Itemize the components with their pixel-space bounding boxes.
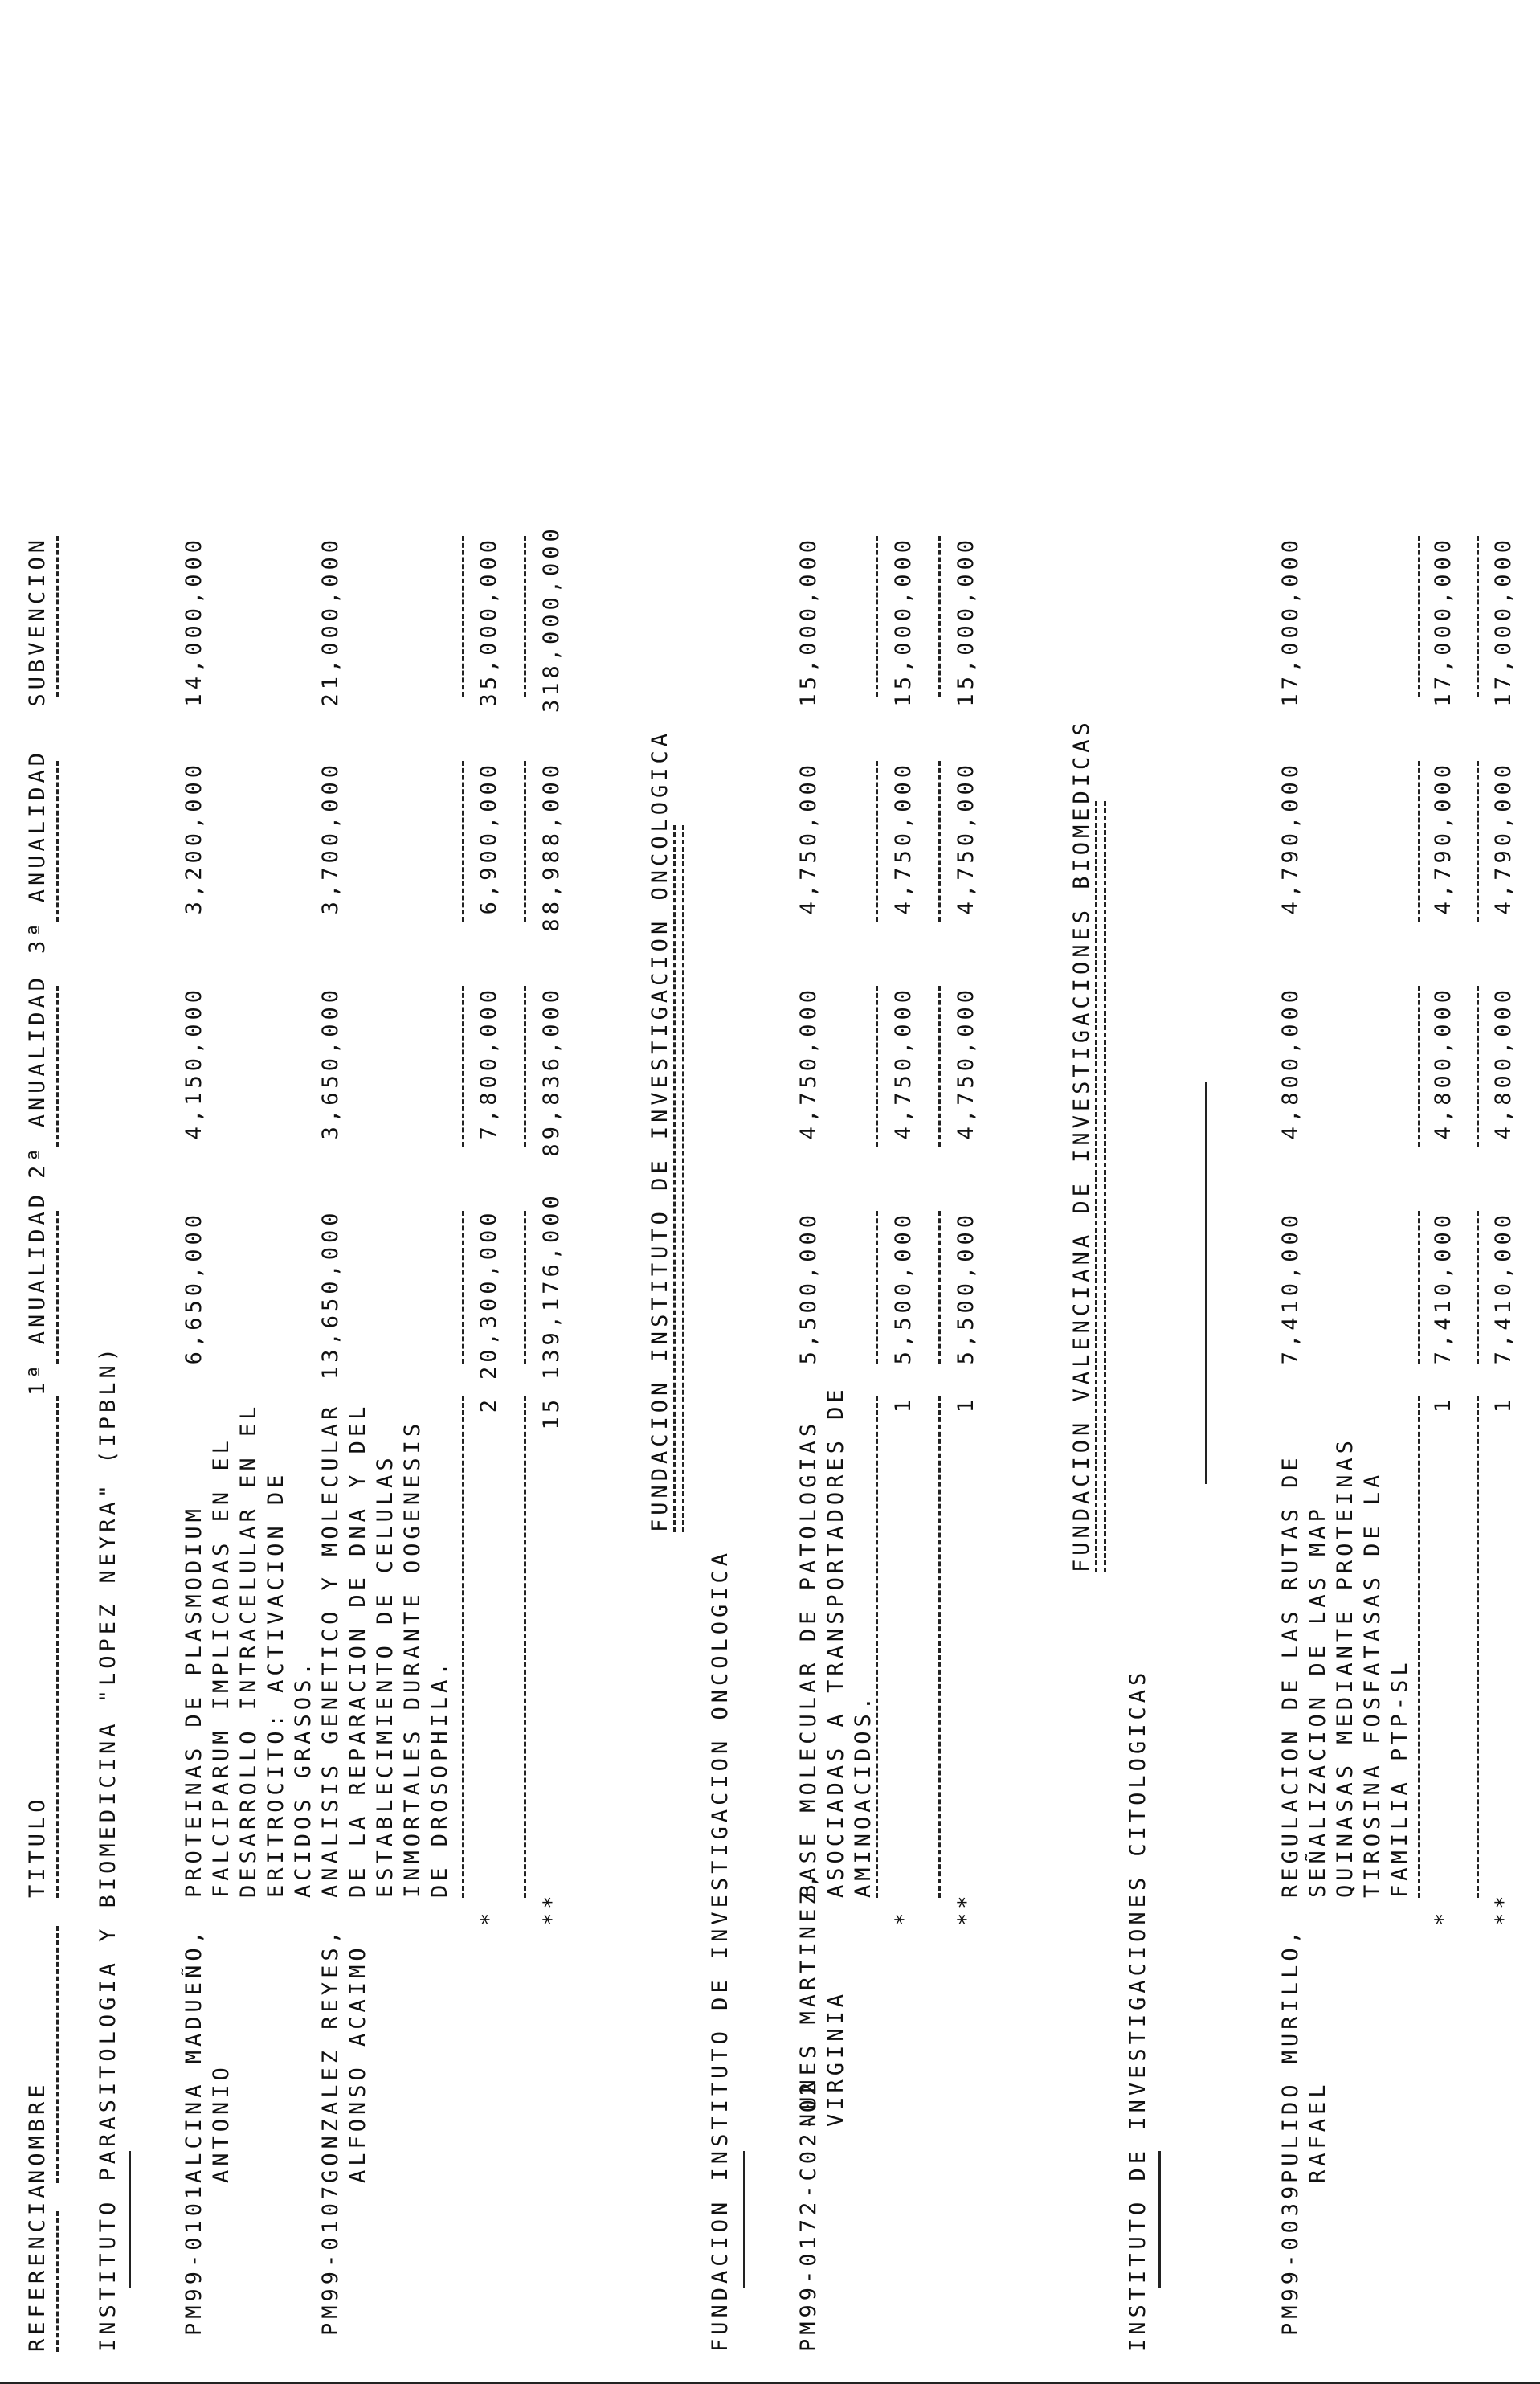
total-rule [876, 1396, 878, 1898]
institution-banner: FUNDACION INSTITUTO DE INVESTIGACION ONCOLOGICA [647, 729, 672, 1532]
row-anualidad-1: 5,500,000 [796, 1211, 821, 1365]
total-rule [1418, 761, 1420, 922]
grand-total-rule [524, 1211, 526, 1364]
total-anualidad-3: 4,790,000 [1431, 761, 1456, 915]
row-subvencion: 15,000,000 [796, 536, 821, 707]
header-anualidad-2: 2ª ANUALIDAD [25, 973, 50, 1179]
header-anualidad-3: 3ª ANUALIDAD [25, 748, 50, 954]
row-nombre: NUNES MARTINEZ, VIRGINIA [796, 1871, 848, 2127]
grand-total-anualidad-2: 4,800,000 [1491, 986, 1516, 1140]
section-title: FUNDACION INSTITUTO DE INVESTIGACION ONCOLOGICA [708, 1548, 733, 2352]
total-rule [462, 761, 464, 922]
row-anualidad-2: 4,800,000 [1278, 986, 1303, 1140]
header-titulo: TITULO [25, 1795, 50, 1898]
row-anualidad-1: 6,650,000 [182, 1211, 206, 1365]
grand-total-subvencion: 15,000,000 [954, 536, 978, 707]
total-rule [462, 536, 464, 697]
grand-total-count: 15 [539, 1396, 564, 1430]
total-anualidad-3: 4,750,000 [891, 761, 916, 915]
total-rule [1418, 986, 1420, 1147]
row-anualidad-3: 4,790,000 [1278, 761, 1303, 915]
total-marker: * [891, 1908, 916, 1926]
row-anualidad-3: 4,750,000 [796, 761, 821, 915]
total-anualidad-2: 7,800,000 [476, 986, 501, 1140]
grand-total-rule [938, 1396, 941, 1898]
total-rule [462, 986, 464, 1147]
header-underline-anualidad-2 [56, 986, 59, 1147]
grand-total-anualidad-3: 4,750,000 [954, 761, 978, 915]
total-rule [876, 986, 878, 1147]
header-nombre: NOMBRE [25, 2080, 50, 2183]
total-anualidad-3: 6,900,000 [476, 761, 501, 915]
grand-total-anualidad-1: 139,176,000 [539, 1192, 564, 1380]
grand-total-anualidad-2: 4,750,000 [954, 986, 978, 1140]
total-subvencion: 17,000,000 [1431, 536, 1456, 707]
grand-total-anualidad-2: 89,836,000 [539, 986, 564, 1157]
row-referencia: PM99-0107 [318, 2182, 343, 2336]
banner-double-rule [673, 825, 684, 1532]
row-referencia: PM99-0039 [1278, 2182, 1303, 2336]
header-underline-subvencion [56, 536, 59, 697]
row-subvencion: 14,000,000 [182, 536, 206, 707]
total-rule [876, 1211, 878, 1364]
total-anualidad-1: 20,300,000 [476, 1208, 501, 1380]
total-rule [1418, 536, 1420, 697]
grand-total-rule [1477, 1211, 1479, 1364]
row-anualidad-1: 7,410,000 [1278, 1211, 1303, 1365]
grand-total-rule [524, 986, 526, 1147]
row-referencia: PM99-0172-C02-02 [796, 2078, 821, 2352]
total-count: 1 [891, 1396, 916, 1413]
grand-total-anualidad-3: 4,790,000 [1491, 761, 1516, 915]
row-anualidad-1: 13,650,000 [318, 1208, 343, 1380]
grand-total-rule [938, 536, 941, 697]
total-marker: * [476, 1908, 501, 1926]
total-rule [1418, 1396, 1420, 1898]
grand-total-anualidad-1: 5,500,000 [954, 1211, 978, 1365]
row-nombre: PULIDO MURILLO, RAFAEL [1278, 1927, 1330, 2183]
section-underline [1158, 2151, 1161, 2288]
grand-total-rule [1477, 986, 1479, 1147]
total-count: 2 [476, 1396, 501, 1413]
grand-total-marker: ** [954, 1891, 978, 1926]
grand-total-rule [1477, 761, 1479, 922]
header-subvencion: SUBVENCION [25, 536, 50, 707]
header-anualidad-1: 1ª ANUALIDAD [25, 1190, 50, 1396]
grand-total-rule [938, 1211, 941, 1364]
section-underline [743, 2151, 745, 2288]
grand-total-anualidad-3: 88,988,000 [539, 761, 564, 932]
total-rule [876, 761, 878, 922]
total-marker: * [1431, 1908, 1456, 1926]
total-subvencion: 15,000,000 [891, 536, 916, 707]
row-subvencion: 21,000,000 [318, 536, 343, 707]
total-anualidad-1: 7,410,000 [1431, 1211, 1456, 1365]
section-rule [1205, 1082, 1207, 1484]
total-rule [876, 536, 878, 697]
header-referencia: REFERENCIA [25, 2181, 50, 2352]
grand-total-rule [524, 761, 526, 922]
grand-total-anualidad-1: 7,410,000 [1491, 1211, 1516, 1365]
header-underline-anualidad-1 [56, 1211, 59, 1364]
header-underline-anualidad-3 [56, 761, 59, 922]
total-anualidad-2: 4,750,000 [891, 986, 916, 1140]
grand-total-rule [938, 986, 941, 1147]
row-titulo: ANALISIS GENETICO Y MOLECULAR DE LA REPARACION DE DNA Y DEL ESTABLECIMIENTO DE CELULAS INMORTALES DURANTE OOGENESIS DE DROSOPHILA. [318, 1402, 452, 1898]
section-title: INSTITUTO PARASITOLOGIA Y BIOMEDICINA "LOPEZ NEYRA" (IPBLN) [96, 1343, 121, 2352]
row-anualidad-2: 4,150,000 [182, 986, 206, 1140]
row-titulo: PROTEINAS DE PLASMODIUM FALCIPARUM IMPLICADAS EN EL DESARROLLO INTRACELULAR EN EL ERITROCITO: ACTIVACION DE ACIDOS GRASOS. [182, 1402, 316, 1898]
total-rule [1418, 1211, 1420, 1364]
row-anualidad-3: 3,200,000 [182, 761, 206, 915]
grand-total-subvencion: 318,000,000 [539, 525, 564, 713]
row-nombre: ALCINA MADUEÑO, ANTONIO [182, 1927, 234, 2183]
row-nombre: GONZALEZ REYES, ALFONSO ACAIMO [318, 1927, 370, 2183]
grand-total-rule [1477, 1396, 1479, 1898]
header-underline-nombre [56, 1926, 59, 2183]
banner-double-rule [1095, 801, 1106, 1572]
row-titulo: REGULACION DE LAS RUTAS DE SEÑALIZACION DE LAS MAP QUINASAS MEDIANTE PROTEINAS TIROSINA FOSFATASAS DE LA FAMILIA PTP-SL [1278, 1437, 1412, 1898]
row-anualidad-2: 4,750,000 [796, 986, 821, 1140]
total-count: 1 [1431, 1396, 1456, 1413]
row-anualidad-2: 3,650,000 [318, 986, 343, 1140]
grand-total-rule [938, 761, 941, 922]
grand-total-rule [524, 536, 526, 697]
grand-total-rule [1477, 536, 1479, 697]
grand-total-count: 1 [954, 1396, 978, 1413]
header-underline-titulo [56, 1396, 59, 1898]
grand-total-subvencion: 17,000,000 [1491, 536, 1516, 707]
row-referencia: PM99-0101 [182, 2182, 206, 2336]
grand-total-count: 1 [1491, 1396, 1516, 1413]
row-titulo: BASE MOLECULAR DE PATOLOGIAS ASOCIADAS A TRANSPORTADORES DE AMINOACIDOS. [796, 1385, 876, 1898]
grand-total-marker: ** [539, 1891, 564, 1926]
total-anualidad-1: 5,500,000 [891, 1211, 916, 1365]
row-anualidad-3: 3,700,000 [318, 761, 343, 915]
section-title: INSTITUTO DE INVESTIGACIONES CITOLOGICAS [1125, 1668, 1150, 2352]
total-subvencion: 35,000,000 [476, 536, 501, 707]
total-rule [462, 1211, 464, 1364]
total-rule [462, 1396, 464, 1898]
grand-total-rule [524, 1396, 526, 1898]
institution-banner: FUNDACION VALENCIANA DE INVESTIGACIONES BIOMEDICAS [1069, 718, 1094, 1572]
row-subvencion: 17,000,000 [1278, 536, 1303, 707]
section-underline [129, 2151, 131, 2288]
header-underline-referencia [56, 2211, 59, 2352]
total-anualidad-2: 4,800,000 [1431, 986, 1456, 1140]
grand-total-marker: ** [1491, 1891, 1516, 1926]
